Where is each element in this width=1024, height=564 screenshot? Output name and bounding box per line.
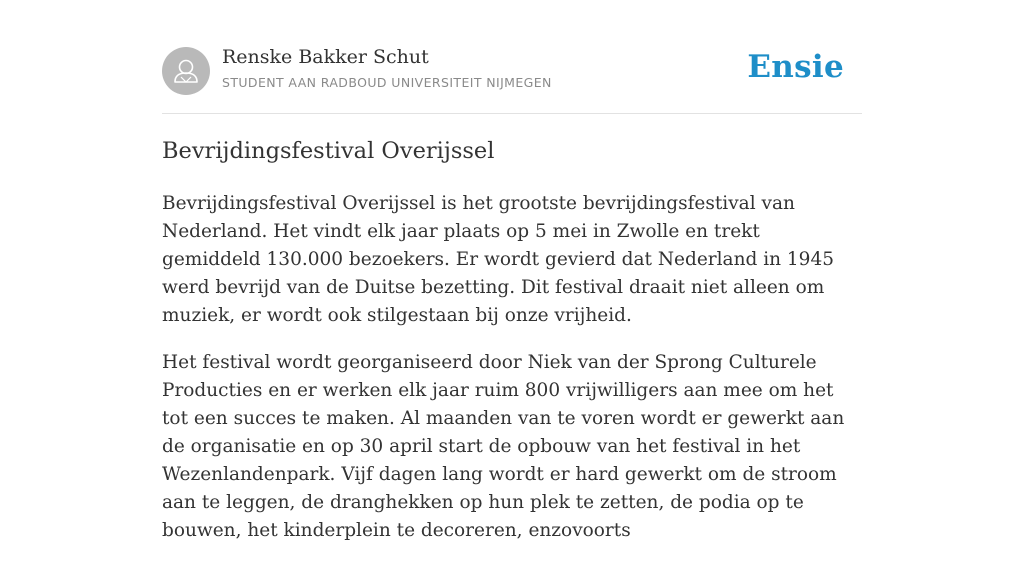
article-title: Bevrijdingsfestival Overijssel [162,138,495,164]
user-silhouette-icon [162,47,210,95]
avatar[interactable] [162,47,210,95]
article-paragraph: Het festival wordt georganiseerd door Niek van der Sprong Culturele Producties en er werken elk jaar ruim 800 vrijwilligers aan mee om het tot een succes te maken. Al maanden van te voren wordt er gewerkt aan de organisatie en op 30 april start de opbouw van het festival in het Wezenlandenpark. Vijf dagen lang wordt er hard gewerkt om de stroom aan te leggen, de dranghekken op hun plek te zetten, de podia op te bouwen, het kinderplein te decoreren, enzovoorts [162,352,845,541]
author-subtitle: STUDENT AAN RADBOUD UNIVERSITEIT NIJMEGEN [222,75,552,90]
author-name[interactable]: Renske Bakker Schut [222,46,429,68]
ensie-logo[interactable]: Ensie [747,49,844,85]
author-header [162,46,862,114]
article-body [162,190,862,564]
article-paragraph: Bevrijdingsfestival Overijssel is het grootste bevrijdingsfestival van Nederland. Het vindt elk jaar plaats op 5 mei in Zwolle en trekt gemiddeld 130.000 bezoekers. Er wordt gevierd dat Nederland in 1945 werd bevrijd van de Duitse bezetting. Dit festival draait niet alleen om muziek, er wordt ook stilgestaan bij onze vrijheid. [162,193,834,326]
